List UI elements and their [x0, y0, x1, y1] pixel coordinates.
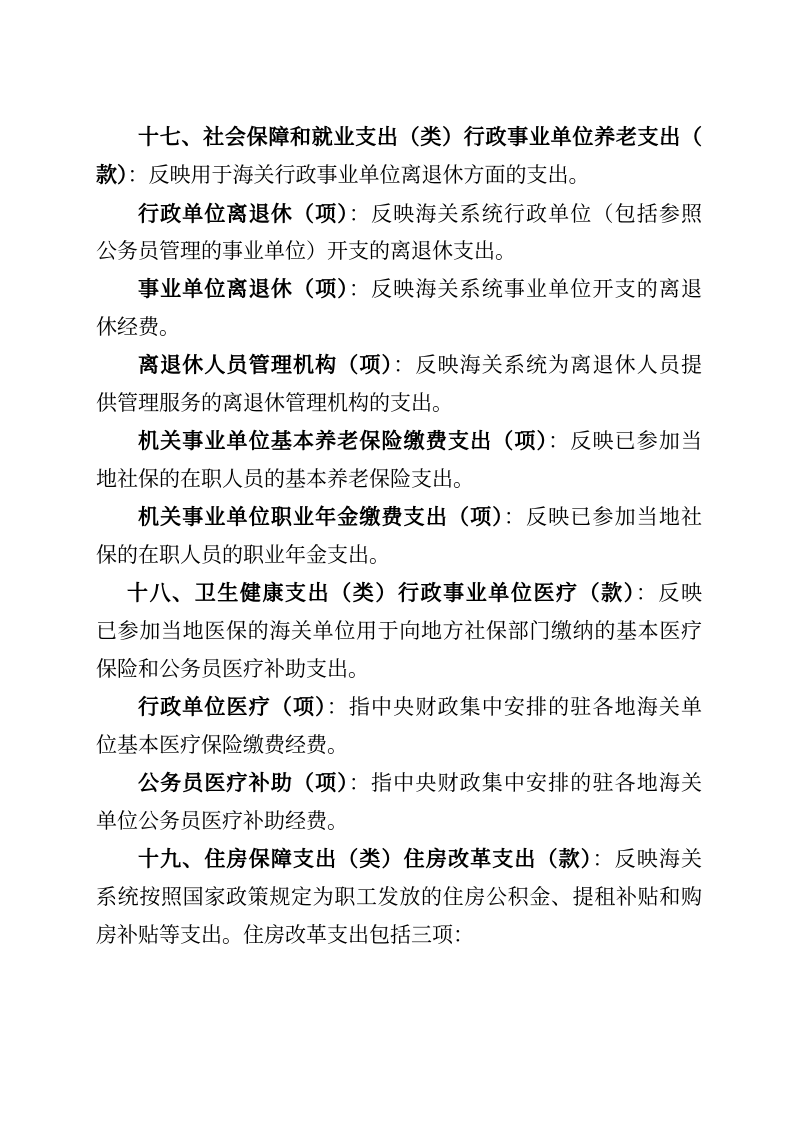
body-text: 地社保的在职人员的基本养老保险支出。	[96, 467, 474, 491]
item-line	[96, 806, 702, 836]
item-line	[96, 920, 702, 950]
item-line	[96, 236, 702, 266]
body-text: ：指中央财政集中安排的驻各地海关单	[326, 695, 702, 719]
item-line	[138, 274, 702, 304]
body-text: 单位公务员医疗补助经费。	[96, 809, 348, 833]
body-text: ：反映海关系统行政单位（包括参照	[348, 202, 702, 226]
item-line	[96, 312, 702, 342]
bold-heading: 款）	[96, 163, 128, 187]
section-18-heading-line	[127, 578, 702, 608]
item-line	[96, 654, 702, 684]
section-17-heading-line-2	[96, 160, 702, 190]
item-line	[138, 692, 702, 722]
section-17-heading-line-1	[138, 122, 702, 152]
item-line	[138, 199, 702, 229]
bold-heading: 行政单位离退休（项）	[138, 202, 349, 226]
body-text: ：反映海关系统为离退休人员提	[393, 353, 702, 377]
bold-heading: 机关事业单位职业年金缴费支出（项）	[138, 505, 504, 529]
body-text: ：指中央财政集中安排的驻各地海关	[348, 771, 702, 795]
body-text: 休经费。	[96, 315, 180, 339]
body-text: 已参加当地医保的海关单位用于向地方社保部门缴纳的基本医疗	[96, 619, 702, 643]
bold-heading: 公务员医疗补助（项）	[138, 771, 349, 795]
bold-heading: 十八、卫生健康支出（类）行政事业单位医疗（款）	[127, 581, 636, 605]
body-text: ：反映已参加当	[548, 429, 702, 453]
item-line	[96, 464, 702, 494]
item-line	[138, 350, 702, 380]
item-line	[96, 730, 702, 760]
body-text: 保险和公务员医疗补助支出。	[96, 657, 369, 681]
body-text: ：反映	[635, 581, 702, 605]
body-text: 公务员管理的事业单位）开支的离退休支出。	[96, 239, 516, 263]
body-text: 供管理服务的离退休管理机构的支出。	[96, 391, 453, 415]
body-text: 系统按照国家政策规定为职工发放的住房公积金、提租补贴和购	[96, 885, 702, 909]
bold-heading: 十九、住房保障支出（类）住房改革支出（款）	[138, 847, 593, 871]
body-text: 保的在职人员的职业年金支出。	[96, 543, 390, 567]
bold-heading: 行政单位医疗（项）	[138, 695, 327, 719]
bold-heading: 十七、社会保障和就业支出（类）行政事业单位养老支出（	[138, 125, 702, 149]
body-text: ：反映海关系统事业单位开支的离退	[348, 277, 702, 301]
body-text: 房补贴等支出。住房改革支出包括三项：	[96, 923, 474, 947]
body-text: ：反映海关	[592, 847, 702, 871]
bold-heading: 离退休人员管理机构（项）	[138, 353, 394, 377]
item-line	[138, 768, 702, 798]
item-line	[96, 616, 702, 646]
item-line	[96, 388, 702, 418]
bold-heading: 机关事业单位基本养老保险缴费支出（项）	[138, 429, 549, 453]
body-text: ：反映用于海关行政事业单位离退休方面的支出。	[127, 163, 590, 187]
item-line	[138, 502, 702, 532]
body-text: ：反映已参加当地社	[503, 505, 702, 529]
item-line	[96, 540, 702, 570]
bold-heading: 事业单位离退休（项）	[138, 277, 349, 301]
item-line	[138, 426, 702, 456]
body-text: 位基本医疗保险缴费经费。	[96, 733, 348, 757]
item-line	[96, 882, 702, 912]
section-19-heading-line	[138, 844, 702, 874]
